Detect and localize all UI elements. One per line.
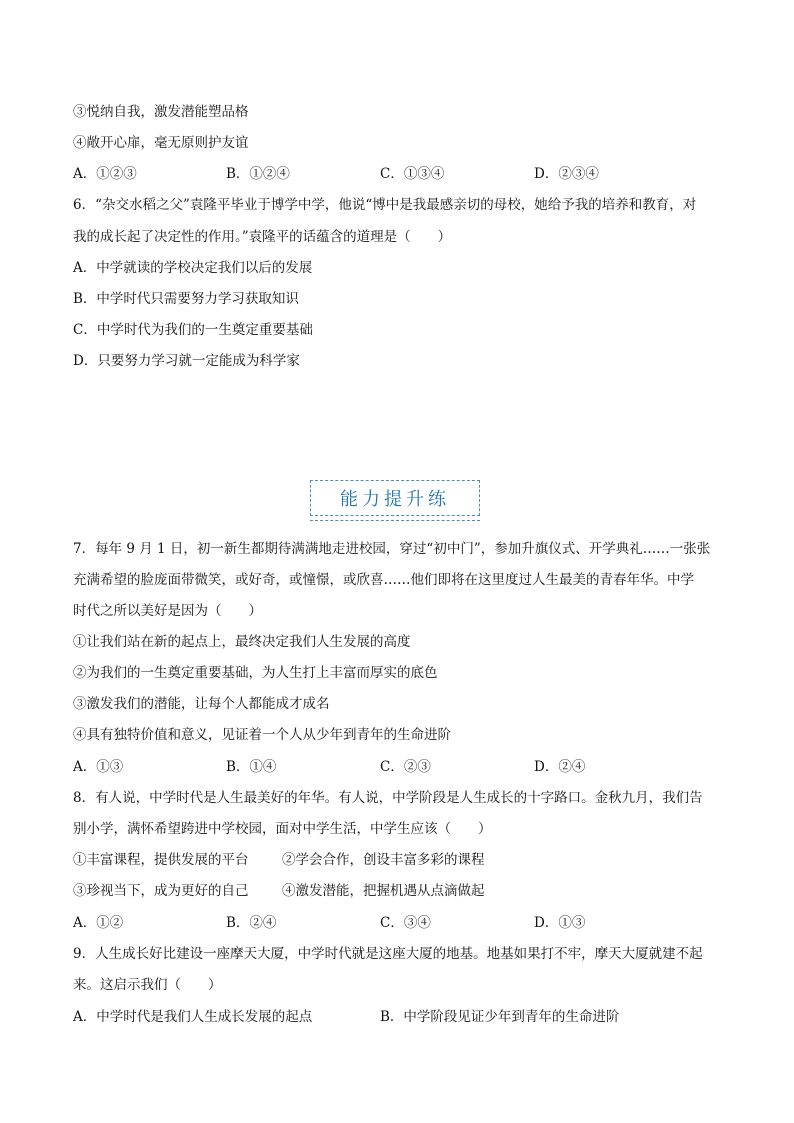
q8-option-c[interactable]: C．③④ (380, 915, 431, 931)
q5-options (73, 164, 733, 184)
q8-statements-row-1 (73, 850, 733, 870)
q8-statement-2: ②学会合作，创设丰富多彩的课程 (282, 852, 485, 868)
q5-option-a[interactable]: A．①②③ (73, 166, 137, 182)
q8-option-b[interactable]: B．②④ (226, 915, 277, 931)
q8-statement-4: ④激发潜能，把握机遇从点滴做起 (282, 883, 485, 899)
q6-option-a[interactable]: A．中学就读的学校决定我们以后的发展 (73, 260, 313, 276)
q6-stem-line-1: 6．“杂交水稻之父”袁隆平毕业于博学中学，他说“博中是我最感亲切的母校，她给予我的培养和教育，对 (73, 197, 697, 213)
q8-stem-line-1: 8．有人说，中学时代是人生最美好的年华。有人说，中学阶段是人生成长的十字路口。金秋九月，我们告 (73, 790, 703, 806)
q5-statement-4: ④敞开心扉，毫无原则护友谊 (73, 135, 249, 151)
q8-statements-row-2 (73, 881, 733, 901)
q7-stem-line-3: 时代之所以美好是因为（ ） (73, 603, 262, 619)
q9-stem-line-2: 来。这启示我们（ ） (73, 977, 222, 993)
q8-options (73, 913, 733, 933)
q6-option-c[interactable]: C．中学时代为我们的一生奠定重要基础 (73, 322, 313, 338)
q7-statement-1: ①让我们站在新的起点上，最终决定我们人生发展的高度 (73, 634, 411, 650)
q7-statement-3: ③激发我们的潜能，让每个人都能成才成名 (73, 696, 330, 712)
q5-option-c[interactable]: C．①③④ (380, 166, 445, 182)
q7-options (73, 757, 733, 777)
q7-stem-line-1: 7．每年 9 月 1 日，初一新生都期待满满地走进校园，穿过“初中门”，参加升旗仪式、开学典礼……一张张 (73, 541, 711, 557)
q5-option-d[interactable]: D．②③④ (534, 166, 599, 182)
q7-option-c[interactable]: C．②③ (380, 759, 431, 775)
q8-statement-1: ①丰富课程，提供发展的平台 (73, 852, 249, 868)
q6-option-b[interactable]: B．中学时代只需要努力学习获取知识 (73, 291, 299, 307)
q7-statement-2: ②为我们的一生奠定重要基础，为人生打上丰富而厚实的底色 (73, 665, 438, 681)
q8-option-d[interactable]: D．①③ (534, 915, 586, 931)
q8-statement-3: ③珍视当下，成为更好的自己 (73, 883, 249, 899)
q9-stem-line-1: 9．人生成长好比建设一座摩天大厦，中学时代就是这座大厦的地基。地基如果打不牢，摩天大厦就建不起 (73, 946, 703, 962)
q8-option-a[interactable]: A．①② (73, 915, 124, 931)
q7-option-a[interactable]: A．①③ (73, 759, 124, 775)
q9-options (73, 1007, 733, 1027)
section-title-underline (310, 520, 480, 521)
q7-statement-4: ④具有独特价值和意义，见证着一个人从少年到青年的生命进阶 (73, 727, 451, 743)
q5-option-b[interactable]: B．①②④ (226, 166, 290, 182)
q8-stem-line-2: 别小学，满怀希望跨进中学校园，面对中学生活，中学生应该（ ） (73, 821, 492, 837)
section-title: 能力提升练 (310, 480, 480, 516)
q7-option-d[interactable]: D．②④ (534, 759, 586, 775)
q9-option-a[interactable]: A．中学时代是我们人生成长发展的起点 (73, 1009, 313, 1025)
q9-option-b[interactable]: B．中学阶段见证少年到青年的生命进阶 (380, 1009, 620, 1025)
q6-stem-line-2: 我的成长起了决定性的作用。”袁隆平的话蕴含的道理是（ ） (73, 229, 452, 245)
q7-stem-line-2: 充满希望的脸庞面带微笑，或好奇，或憧憬，或欣喜……他们即将在这里度过人生最美的青春年华。中学 (73, 572, 694, 588)
q5-statement-3: ③悦纳自我，激发潜能塑品格 (73, 104, 249, 120)
q7-option-b[interactable]: B．①④ (226, 759, 277, 775)
q6-option-d[interactable]: D．只要努力学习就一定能成为科学家 (73, 353, 300, 369)
